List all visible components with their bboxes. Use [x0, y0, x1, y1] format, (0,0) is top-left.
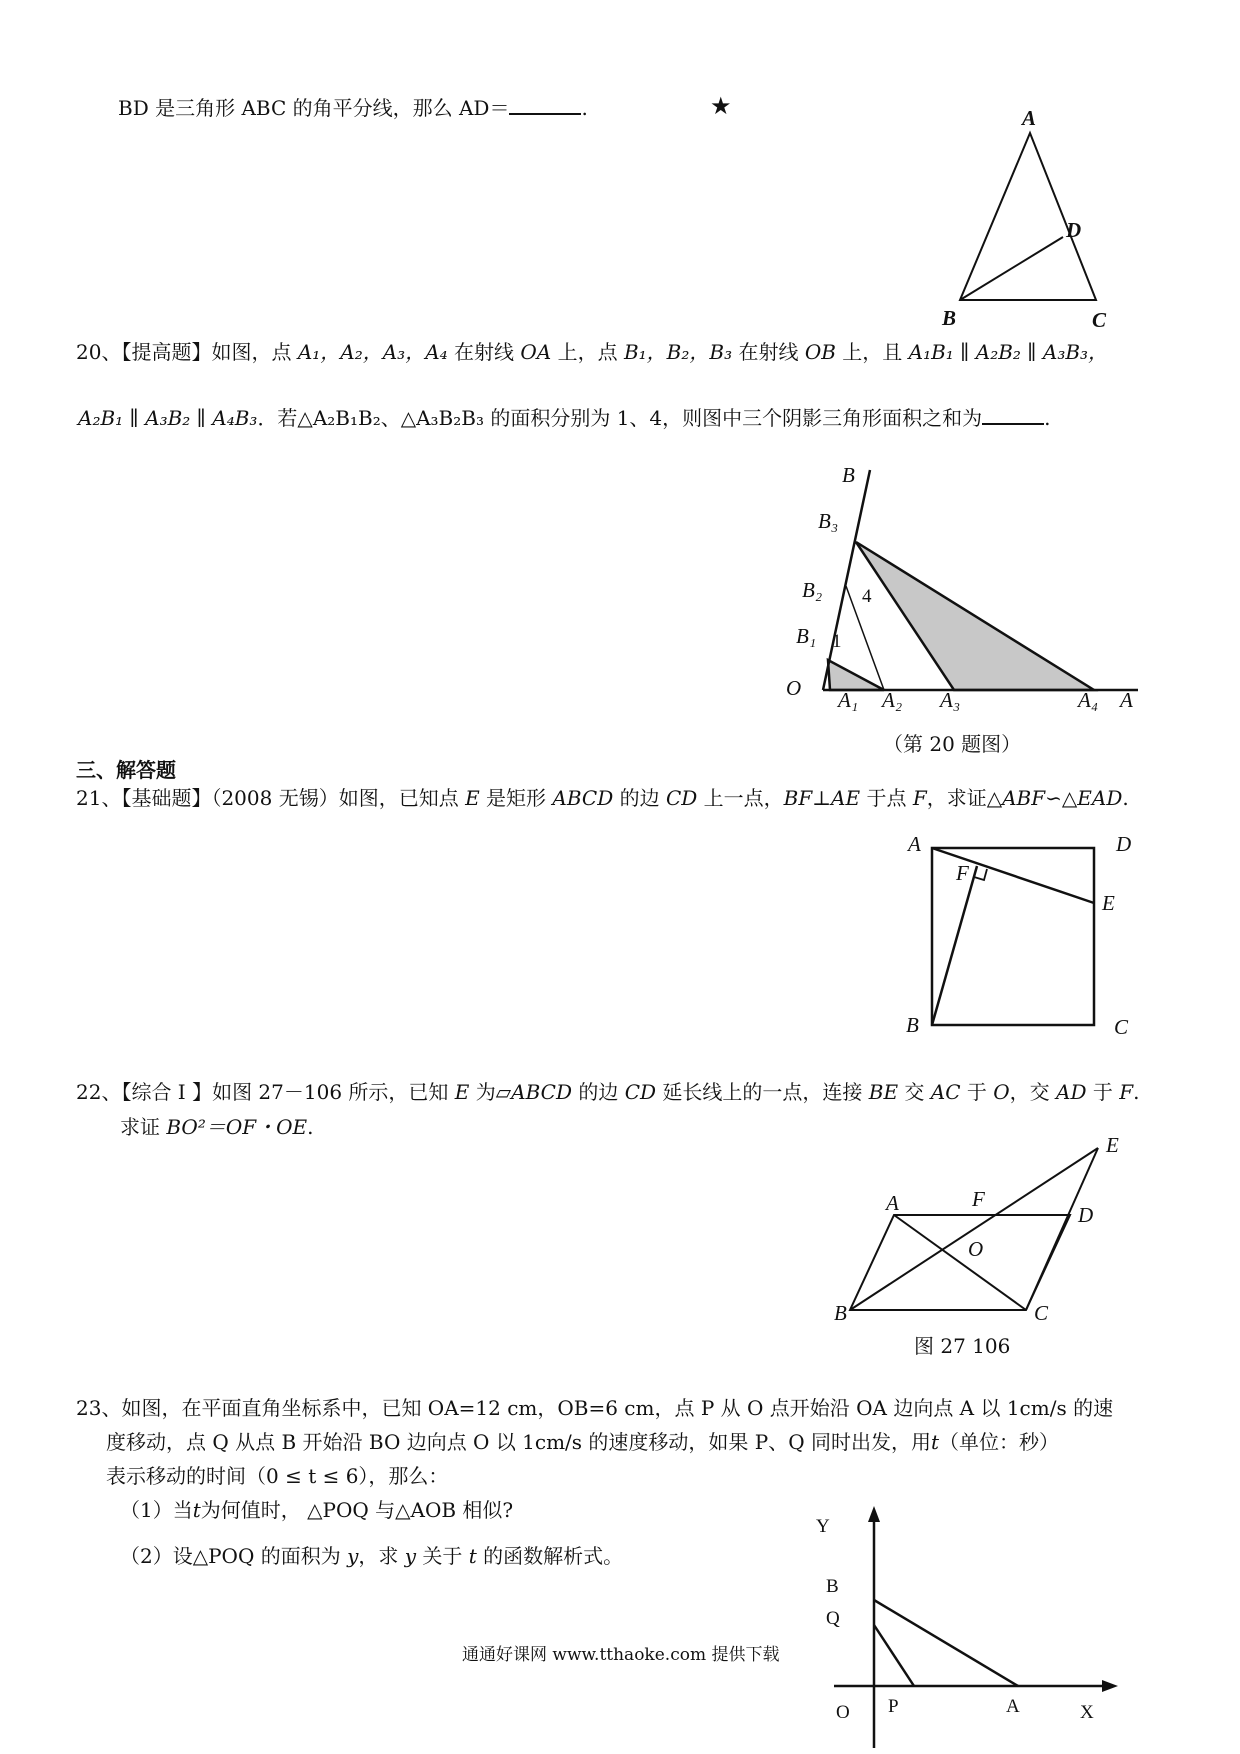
q21-figure — [900, 828, 1150, 1038]
q23-y1: y — [347, 1544, 359, 1568]
q23-sub1-t: t — [192, 1498, 201, 1522]
area-label-1: 1 — [832, 631, 842, 652]
label-e: E — [1106, 1133, 1119, 1157]
q23-line2b: （单位：秒） — [939, 1430, 1060, 1454]
q22-ac: AC — [930, 1080, 961, 1104]
q19-period: . — [581, 96, 588, 120]
q23-sub2c: 关于 — [416, 1544, 469, 1568]
q20-parallel2: A₂B₁ ∥ A₃B₂ ∥ A₄B₃ — [78, 406, 258, 430]
label-c: C — [1114, 1015, 1129, 1039]
q19-statement: BD 是三角形 ABC 的角平分线，那么 AD＝ — [118, 96, 510, 120]
label-p: P — [888, 1696, 899, 1717]
label-y: Y — [816, 1516, 830, 1537]
q21-rect: ABCD — [552, 786, 614, 810]
q22-t5: 交 — [898, 1080, 931, 1104]
label-c: C — [1034, 1301, 1049, 1325]
q23-sub2-t: t — [468, 1544, 477, 1568]
label-d: D — [1078, 1203, 1094, 1227]
q20-line2 — [78, 404, 1051, 432]
q21-tri2: EAD — [1077, 786, 1123, 810]
q23-figure — [810, 1500, 1130, 1750]
label-b: B — [834, 1301, 847, 1325]
label-d: D — [1066, 218, 1082, 242]
ray-ob — [823, 470, 870, 690]
label-b1: B₁ — [796, 624, 817, 648]
q21-prefix: 21、【基础题】（2008 无锡）如图，已知点 — [76, 786, 466, 810]
label-a: A — [886, 1191, 899, 1215]
q20-condition: ．若△A₂B₁B₂、△A₃B₂B₃ 的面积分别为 1、4，则图中三个阴影三角形面积之和为 — [257, 406, 983, 430]
q21-t5: 于点 — [860, 786, 913, 810]
q20-parallel1: A₁B₁ ∥ A₂B₂ ∥ A₃B₃， — [908, 340, 1109, 364]
q22-para: ABCD — [511, 1080, 572, 1104]
q20-mid4: 上，且 — [835, 340, 909, 364]
label-e: E — [1102, 891, 1115, 915]
area-label-4: 4 — [862, 586, 872, 607]
q22-period: . — [1133, 1080, 1140, 1104]
q22-t6: 于 — [960, 1080, 994, 1104]
diagonal-ac — [894, 1215, 1026, 1310]
y-axis-arrow-icon — [868, 1506, 880, 1522]
q23-line2 — [106, 1428, 1059, 1456]
q22-t4: 延长线上的一点，连接 — [656, 1080, 869, 1104]
label-a4: A₄ — [1078, 688, 1099, 712]
q23-sub2a: （2）设△POQ 的面积为 — [120, 1544, 348, 1568]
label-b3: B₃ — [818, 509, 839, 533]
label-a2: A₂ — [882, 688, 903, 712]
q20-mid1: 在射线 — [447, 340, 521, 364]
label-b2: B₂ — [802, 578, 823, 602]
label-x: X — [1080, 1702, 1094, 1723]
q21-point-e: E — [465, 786, 480, 810]
q23-sub1 — [120, 1496, 513, 1524]
segment-bf — [932, 866, 977, 1025]
q22-side: CD — [624, 1080, 657, 1104]
q20-figure — [780, 462, 1140, 732]
q19-text — [118, 94, 588, 122]
q20-caption: （第 20 题图） — [883, 732, 1022, 756]
label-a: A — [1006, 1696, 1020, 1717]
section-heading: 三、解答题 — [76, 758, 176, 782]
label-f: F — [956, 861, 969, 885]
label-a: A — [908, 832, 921, 856]
q21-sim: ∽△ — [1045, 786, 1078, 810]
q20-prefix: 20、【提高题】如图，点 — [76, 340, 298, 364]
q20-line1 — [76, 338, 1108, 366]
q23-line2a: 度移动，点 Q 从点 B 开始沿 BO 边向点 O 以 1cm/s 的速度移动，如果 P、Q 同时出发，用 — [106, 1430, 931, 1454]
segment-qp — [874, 1625, 914, 1686]
q23-sub2d: 的函数解析式。 — [476, 1544, 624, 1568]
label-b: B — [942, 306, 957, 330]
q23-sub1b: 为何值时， △POQ 与△AOB 相似? — [200, 1498, 514, 1522]
label-b: B — [906, 1013, 919, 1037]
footer-text: 通通好课网 www.tthaoke.com 提供下载 — [462, 1645, 780, 1665]
q22-caption: 图 27 106 — [914, 1334, 1011, 1358]
q22-t8: 于 — [1086, 1080, 1120, 1104]
q23-t: t — [931, 1430, 940, 1454]
q22-line1 — [76, 1078, 1139, 1106]
segment-ba — [874, 1600, 1018, 1686]
q21-t6: ，求证△ — [926, 786, 1003, 810]
q22-t7: ，交 — [1009, 1080, 1057, 1104]
q22-t3: 的边 — [571, 1080, 625, 1104]
triangle-abc — [960, 133, 1096, 300]
q21-cond: BF⊥AE — [783, 786, 861, 810]
q23-y2: y — [404, 1544, 417, 1568]
q21-t2: 是矩形 — [479, 786, 553, 810]
q21-period: . — [1122, 786, 1129, 810]
label-c: C — [1092, 308, 1107, 332]
q22-o: O — [993, 1080, 1010, 1104]
label-a1: A₁ — [838, 688, 859, 712]
q20-points-b: B₁，B₂，B₃ — [623, 340, 733, 364]
x-axis-arrow-icon — [1102, 1680, 1118, 1692]
q19-answer-blank[interactable] — [509, 113, 581, 115]
q20-period: . — [1044, 406, 1051, 430]
q19-figure — [930, 105, 1110, 335]
q23-line3: 表示移动的时间（0 ≤ t ≤ 6），那么： — [106, 1464, 449, 1488]
q20-mid2: 上，点 — [551, 340, 624, 364]
q22-prove: 求证 — [120, 1115, 167, 1139]
q22-f: F — [1119, 1080, 1134, 1104]
q21-side: CD — [665, 786, 698, 810]
q22-ad: AD — [1056, 1080, 1087, 1104]
q20-points-a: A₁，A₂，A₃，A₄ — [297, 340, 448, 364]
shaded-triangle-large — [856, 542, 1094, 690]
q22-formula: BO²＝OF・OE — [166, 1115, 308, 1139]
shaded-triangle-small — [828, 660, 884, 690]
q23-line1: 23、如图，在平面直角坐标系中，已知 OA=12 cm，OB=6 cm，点 P 从 O 点开始沿 OA 边向点 A 以 1cm/s 的速 — [76, 1396, 1114, 1420]
label-a: A — [1022, 106, 1037, 130]
label-o: O — [836, 1702, 850, 1723]
label-b: B — [826, 1576, 839, 1597]
q23-sub2b: ，求 — [358, 1544, 405, 1568]
label-a: A — [1120, 688, 1133, 712]
label-q: Q — [826, 1608, 840, 1629]
q21-t3: 的边 — [613, 786, 666, 810]
label-f: F — [972, 1187, 985, 1211]
q22-figure — [830, 1130, 1150, 1360]
q20-answer-blank[interactable] — [982, 423, 1044, 425]
q22-line2 — [120, 1113, 313, 1141]
label-d: D — [1116, 832, 1132, 856]
q20-mid3: 在射线 — [732, 340, 805, 364]
q21-text — [76, 784, 1129, 812]
label-b: B — [842, 463, 855, 487]
q22-period2: . — [307, 1115, 314, 1139]
label-o: O — [786, 676, 802, 700]
q22-t2: 为▱ — [469, 1080, 512, 1104]
q21-point-f: F — [912, 786, 927, 810]
q21-t4: 上一点， — [697, 786, 784, 810]
bisector-bd — [960, 237, 1063, 300]
label-a3: A₃ — [940, 688, 961, 712]
q22-point-e: E — [454, 1080, 470, 1104]
label-o: O — [968, 1237, 984, 1261]
q20-ray-ob: OB — [804, 340, 836, 364]
q23-sub2 — [120, 1542, 623, 1570]
q23-sub1a: （1）当 — [120, 1498, 193, 1522]
star-icon: ★ — [710, 92, 732, 120]
q21-tri1: ABF — [1002, 786, 1046, 810]
q20-ray-oa: OA — [520, 340, 552, 364]
q22-prefix: 22、【综合 I 】如图 27－106 所示，已知 — [76, 1080, 455, 1104]
q22-be: BE — [868, 1080, 899, 1104]
